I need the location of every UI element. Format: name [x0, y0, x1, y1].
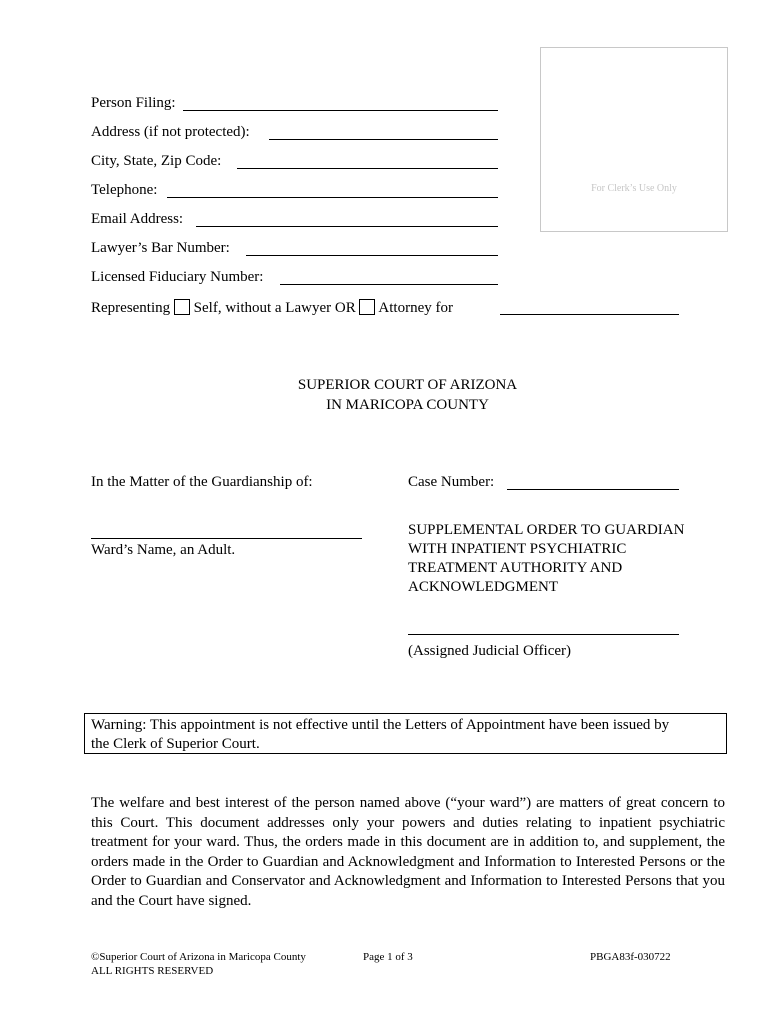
city-state-zip-label: City, State, Zip Code: [91, 153, 222, 169]
person-filing-label: Person Filing: [91, 95, 176, 111]
title-line: SUPPLEMENTAL ORDER TO GUARDIAN [408, 522, 685, 538]
fiduciary-number-field[interactable] [280, 284, 498, 285]
telephone-label: Telephone: [91, 182, 158, 198]
bar-number-field[interactable] [246, 255, 498, 256]
clerk-use-label: For Clerk’s Use Only [591, 183, 677, 194]
title-line: WITH INPATIENT PSYCHIATRIC [408, 541, 627, 557]
self-option-label: Self, without a Lawyer OR [193, 300, 356, 316]
court-county: IN MARICOPA COUNTY [326, 397, 489, 413]
judicial-officer-field[interactable] [408, 634, 679, 635]
warning-text-line: the Clerk of Superior Court. [91, 736, 260, 752]
attorney-for-field[interactable] [500, 314, 679, 315]
address-field[interactable] [269, 139, 498, 140]
warning-box [84, 713, 727, 754]
clerk-use-box [540, 47, 728, 232]
title-line: ACKNOWLEDGMENT [408, 579, 558, 595]
city-state-zip-field[interactable] [237, 168, 498, 169]
body-paragraph: The welfare and best interest of the person named above (“your ward”) are matters of great concern to this Court. This document addresses only your powers and duties relating to inpatient psychiatric treatment for your ward. Thus, the orders made in this document are in addition to, and supplement, the orders made in the Order to Guardian and Acknowledgment and Information to Interested Persons or the Order to Guardian and Conservator and Acknowledgment and Information to Interested Persons that you and the Court have signed. [91, 795, 725, 909]
court-name: SUPERIOR COURT OF ARIZONA [297, 377, 518, 393]
title-line: TREATMENT AUTHORITY AND [408, 560, 623, 576]
matter-label: In the Matter of the Guardianship of: [91, 474, 313, 490]
ward-name-field[interactable] [91, 538, 362, 539]
judicial-officer-label: (Assigned Judicial Officer) [408, 643, 572, 659]
case-number-label: Case Number: [408, 474, 495, 490]
warning-text-line: Warning: This appointment is not effective until the Letters of Appointment have been issued by [91, 717, 670, 733]
email-field[interactable] [196, 226, 498, 227]
person-filing-field[interactable] [183, 110, 498, 111]
rights-text: ALL RIGHTS RESERVED [91, 965, 214, 977]
representing-label: Representing [91, 300, 171, 316]
ward-caption: Ward’s Name, an Adult. [91, 542, 236, 558]
attorney-checkbox[interactable] [359, 299, 375, 315]
address-label: Address (if not protected): [91, 124, 250, 140]
telephone-field[interactable] [167, 197, 498, 198]
representing-row [91, 299, 453, 317]
footer-copyright [91, 950, 306, 978]
form-code: PBGA83f-030722 [590, 951, 671, 963]
attorney-option-label: Attorney for [378, 300, 453, 316]
page-number: Page 1 of 3 [363, 951, 413, 963]
fiduciary-number-label: Licensed Fiduciary Number: [91, 269, 264, 285]
self-checkbox[interactable] [174, 299, 190, 315]
bar-number-label: Lawyer’s Bar Number: [91, 240, 230, 256]
case-number-field[interactable] [507, 489, 679, 490]
document-title [408, 521, 684, 597]
email-label: Email Address: [91, 211, 184, 227]
copyright-text: ©Superior Court of Arizona in Maricopa County [91, 951, 306, 963]
